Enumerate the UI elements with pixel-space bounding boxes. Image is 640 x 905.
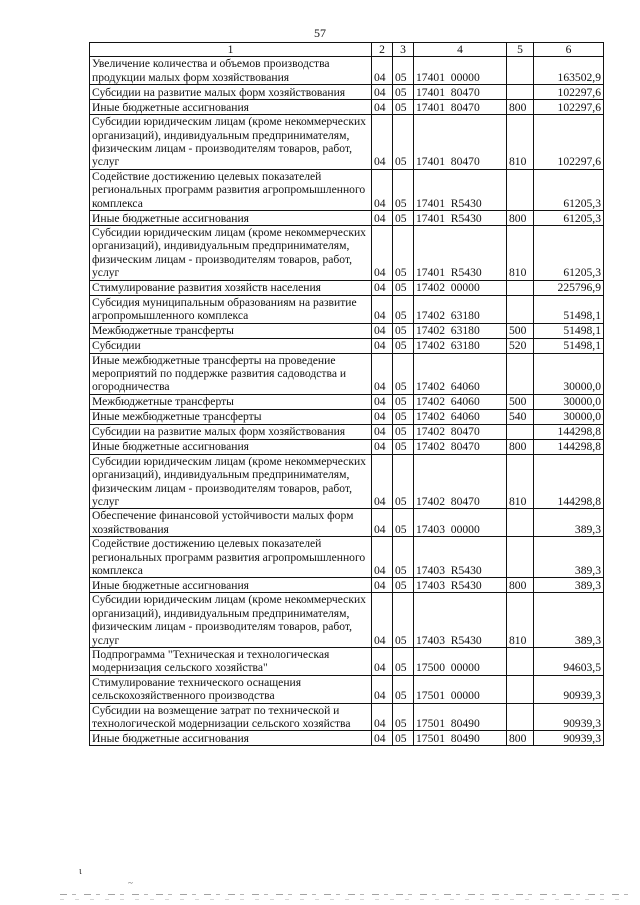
header-cell: 1 — [90, 43, 372, 57]
table-row — [90, 394, 604, 409]
table-row — [90, 353, 604, 394]
cell-code: 17402 80470 — [414, 439, 507, 454]
cell-name: Подпрограмма "Техническая и технологическая модернизация сельского хозяйства" — [90, 648, 372, 676]
table-row — [90, 295, 604, 323]
cell-code: 17402 80470 — [414, 424, 507, 439]
table-row — [90, 537, 604, 578]
cell-amount: 163502,9 — [534, 57, 604, 85]
table-row — [90, 593, 604, 648]
cell-name: Субсидии юридическим лицам (кроме некоммерческих организаций), индивидуальным предпринимателям, физическим лицам - производителям товаров, работ, услуг — [90, 593, 372, 648]
table-row — [90, 409, 604, 424]
table-row — [90, 578, 604, 593]
cell-code: 17402 63180 — [414, 295, 507, 323]
cell-sec: 05 — [393, 648, 414, 676]
cell-type: 810 — [507, 593, 534, 648]
cell-type — [507, 675, 534, 703]
table-row — [90, 100, 604, 115]
cell-code: 17402 64060 — [414, 394, 507, 409]
cell-amount: 144298,8 — [534, 439, 604, 454]
table-row — [90, 424, 604, 439]
cell-sec: 05 — [393, 394, 414, 409]
cell-amount: 389,3 — [534, 509, 604, 537]
cell-code: 17500 00000 — [414, 648, 507, 676]
cell-ch: 04 — [372, 338, 393, 353]
cell-code: 17401 80470 — [414, 115, 507, 170]
cell-name: Иные межбюджетные трансферты на проведение мероприятий по поддержке развития садоводства и огородничества — [90, 353, 372, 394]
cell-type: 800 — [507, 211, 534, 226]
cell-ch: 04 — [372, 593, 393, 648]
table-body — [90, 57, 604, 746]
cell-code: 17401 00000 — [414, 57, 507, 85]
footer-mark: ι — [79, 866, 82, 877]
cell-name: Иные межбюджетные трансферты — [90, 409, 372, 424]
cell-code: 17402 64060 — [414, 353, 507, 394]
cell-ch: 04 — [372, 409, 393, 424]
table-row — [90, 509, 604, 537]
cell-type — [507, 537, 534, 578]
cell-amount: 389,3 — [534, 578, 604, 593]
cell-code: 17402 63180 — [414, 338, 507, 353]
cell-ch: 04 — [372, 295, 393, 323]
cell-type: 800 — [507, 578, 534, 593]
cell-ch: 04 — [372, 226, 393, 281]
cell-code: 17403 00000 — [414, 509, 507, 537]
cell-amount: 144298,8 — [534, 424, 604, 439]
cell-ch: 04 — [372, 57, 393, 85]
cell-type — [507, 424, 534, 439]
cell-name: Иные бюджетные ассигнования — [90, 578, 372, 593]
cell-code: 17501 00000 — [414, 675, 507, 703]
cell-code: 17501 80490 — [414, 703, 507, 731]
budget-table — [89, 42, 604, 746]
cell-sec: 05 — [393, 226, 414, 281]
cell-ch: 04 — [372, 454, 393, 509]
cell-ch: 04 — [372, 280, 393, 295]
cell-amount: 30000,0 — [534, 394, 604, 409]
cell-type — [507, 648, 534, 676]
table-row — [90, 454, 604, 509]
cell-amount: 30000,0 — [534, 409, 604, 424]
cell-type — [507, 169, 534, 210]
cell-type: 810 — [507, 454, 534, 509]
cell-code: 17403 R5430 — [414, 593, 507, 648]
table-row — [90, 323, 604, 338]
cell-sec: 05 — [393, 424, 414, 439]
cell-sec: 05 — [393, 100, 414, 115]
cell-sec: 05 — [393, 85, 414, 100]
cell-sec: 05 — [393, 509, 414, 537]
cell-type — [507, 509, 534, 537]
cell-sec: 05 — [393, 703, 414, 731]
cell-sec: 05 — [393, 280, 414, 295]
cell-type: 500 — [507, 394, 534, 409]
cell-name: Обеспечение финансовой устойчивости малых форм хозяйствования — [90, 509, 372, 537]
cell-amount: 61205,3 — [534, 169, 604, 210]
cell-type — [507, 703, 534, 731]
cell-ch: 04 — [372, 424, 393, 439]
header-cell: 2 — [372, 43, 393, 57]
cell-code: 17401 80470 — [414, 85, 507, 100]
cell-code: 17401 80470 — [414, 100, 507, 115]
cell-amount: 144298,8 — [534, 454, 604, 509]
cell-ch: 04 — [372, 648, 393, 676]
cell-name: Увеличение количества и объемов производства продукции малых форм хозяйствования — [90, 57, 372, 85]
table-row — [90, 338, 604, 353]
cell-code: 17402 63180 — [414, 323, 507, 338]
cell-amount: 51498,1 — [534, 295, 604, 323]
cell-sec: 05 — [393, 211, 414, 226]
scan-artifact-line — [60, 894, 630, 895]
header-cell: 4 — [414, 43, 507, 57]
cell-type: 810 — [507, 226, 534, 281]
cell-type: 520 — [507, 338, 534, 353]
cell-name: Субсидии на развитие малых форм хозяйствования — [90, 85, 372, 100]
cell-name: Содействие достижению целевых показателей региональных программ развития агропромышленного комплекса — [90, 169, 372, 210]
cell-amount: 389,3 — [534, 537, 604, 578]
cell-amount: 90939,3 — [534, 731, 604, 746]
cell-ch: 04 — [372, 537, 393, 578]
cell-sec: 05 — [393, 115, 414, 170]
cell-code: 17401 R5430 — [414, 226, 507, 281]
cell-name: Субсидии на возмещение затрат по технической и технологической модернизации сельского хозяйства — [90, 703, 372, 731]
table-row — [90, 648, 604, 676]
cell-code: 17401 R5430 — [414, 169, 507, 210]
cell-sec: 05 — [393, 169, 414, 210]
cell-name: Субсидии на развитие малых форм хозяйствования — [90, 424, 372, 439]
cell-type — [507, 57, 534, 85]
cell-sec: 05 — [393, 338, 414, 353]
cell-sec: 05 — [393, 454, 414, 509]
cell-ch: 04 — [372, 85, 393, 100]
footer-mark-secondary: ~ — [128, 878, 133, 888]
cell-name: Субсидии — [90, 338, 372, 353]
cell-sec: 05 — [393, 537, 414, 578]
table-row — [90, 280, 604, 295]
cell-code: 17402 00000 — [414, 280, 507, 295]
cell-ch: 04 — [372, 323, 393, 338]
cell-code: 17501 80490 — [414, 731, 507, 746]
cell-name: Стимулирование развития хозяйств населения — [90, 280, 372, 295]
cell-amount: 30000,0 — [534, 353, 604, 394]
cell-ch: 04 — [372, 100, 393, 115]
table-row — [90, 85, 604, 100]
cell-amount: 51498,1 — [534, 323, 604, 338]
cell-name: Содействие достижению целевых показателей региональных программ развития агропромышленного комплекса — [90, 537, 372, 578]
cell-sec: 05 — [393, 295, 414, 323]
cell-name: Иные бюджетные ассигнования — [90, 439, 372, 454]
cell-code: 17403 R5430 — [414, 537, 507, 578]
cell-type — [507, 353, 534, 394]
cell-amount: 51498,1 — [534, 338, 604, 353]
page-number: 57 — [314, 26, 326, 40]
cell-amount: 61205,3 — [534, 226, 604, 281]
scan-artifact-line — [60, 899, 630, 900]
cell-sec: 05 — [393, 57, 414, 85]
cell-amount: 102297,6 — [534, 115, 604, 170]
cell-sec: 05 — [393, 439, 414, 454]
cell-name: Межбюджетные трансферты — [90, 394, 372, 409]
cell-ch: 04 — [372, 731, 393, 746]
cell-name: Иные бюджетные ассигнования — [90, 731, 372, 746]
cell-amount: 90939,3 — [534, 703, 604, 731]
cell-ch: 04 — [372, 211, 393, 226]
cell-type: 800 — [507, 731, 534, 746]
table-row — [90, 211, 604, 226]
cell-name: Иные бюджетные ассигнования — [90, 100, 372, 115]
cell-sec: 05 — [393, 578, 414, 593]
cell-amount: 61205,3 — [534, 211, 604, 226]
cell-code: 17402 64060 — [414, 409, 507, 424]
cell-amount: 94603,5 — [534, 648, 604, 676]
cell-code: 17402 80470 — [414, 454, 507, 509]
table-row — [90, 731, 604, 746]
cell-amount: 102297,6 — [534, 100, 604, 115]
cell-name: Иные бюджетные ассигнования — [90, 211, 372, 226]
cell-amount: 389,3 — [534, 593, 604, 648]
cell-ch: 04 — [372, 578, 393, 593]
cell-name: Субсидии юридическим лицам (кроме некоммерческих организаций), индивидуальным предпринимателям, физическим лицам - производителям товаров, работ, услуг — [90, 226, 372, 281]
table-header-row — [90, 43, 604, 57]
table-row — [90, 226, 604, 281]
cell-type: 810 — [507, 115, 534, 170]
header-cell: 6 — [534, 43, 604, 57]
cell-type — [507, 280, 534, 295]
header-cell: 5 — [507, 43, 534, 57]
cell-name: Субсидии юридическим лицам (кроме некоммерческих организаций), индивидуальным предпринимателям, физическим лицам - производителям товаров, работ, услуг — [90, 115, 372, 170]
cell-type: 800 — [507, 439, 534, 454]
cell-amount: 225796,9 — [534, 280, 604, 295]
cell-amount: 90939,3 — [534, 675, 604, 703]
table-row — [90, 675, 604, 703]
cell-ch: 04 — [372, 394, 393, 409]
cell-sec: 05 — [393, 323, 414, 338]
cell-type — [507, 85, 534, 100]
cell-type: 500 — [507, 323, 534, 338]
cell-sec: 05 — [393, 409, 414, 424]
cell-code: 17403 R5430 — [414, 578, 507, 593]
cell-ch: 04 — [372, 353, 393, 394]
cell-ch: 04 — [372, 703, 393, 731]
cell-sec: 05 — [393, 675, 414, 703]
table-row — [90, 115, 604, 170]
table-row — [90, 57, 604, 85]
cell-type: 800 — [507, 100, 534, 115]
cell-sec: 05 — [393, 353, 414, 394]
cell-sec: 05 — [393, 593, 414, 648]
cell-name: Межбюджетные трансферты — [90, 323, 372, 338]
header-cell: 3 — [393, 43, 414, 57]
cell-ch: 04 — [372, 169, 393, 210]
cell-type — [507, 295, 534, 323]
cell-ch: 04 — [372, 675, 393, 703]
table-row — [90, 439, 604, 454]
cell-name: Субсидия муниципальным образованиям на развитие агропромышленного комплекса — [90, 295, 372, 323]
cell-ch: 04 — [372, 509, 393, 537]
cell-name: Субсидии юридическим лицам (кроме некоммерческих организаций), индивидуальным предпринимателям, физическим лицам - производителям товаров, работ, услуг — [90, 454, 372, 509]
table-row — [90, 703, 604, 731]
cell-ch: 04 — [372, 115, 393, 170]
cell-code: 17401 R5430 — [414, 211, 507, 226]
cell-amount: 102297,6 — [534, 85, 604, 100]
cell-name: Стимулирование технического оснащения сельскохозяйственного производства — [90, 675, 372, 703]
cell-type: 540 — [507, 409, 534, 424]
cell-ch: 04 — [372, 439, 393, 454]
cell-sec: 05 — [393, 731, 414, 746]
table-row — [90, 169, 604, 210]
